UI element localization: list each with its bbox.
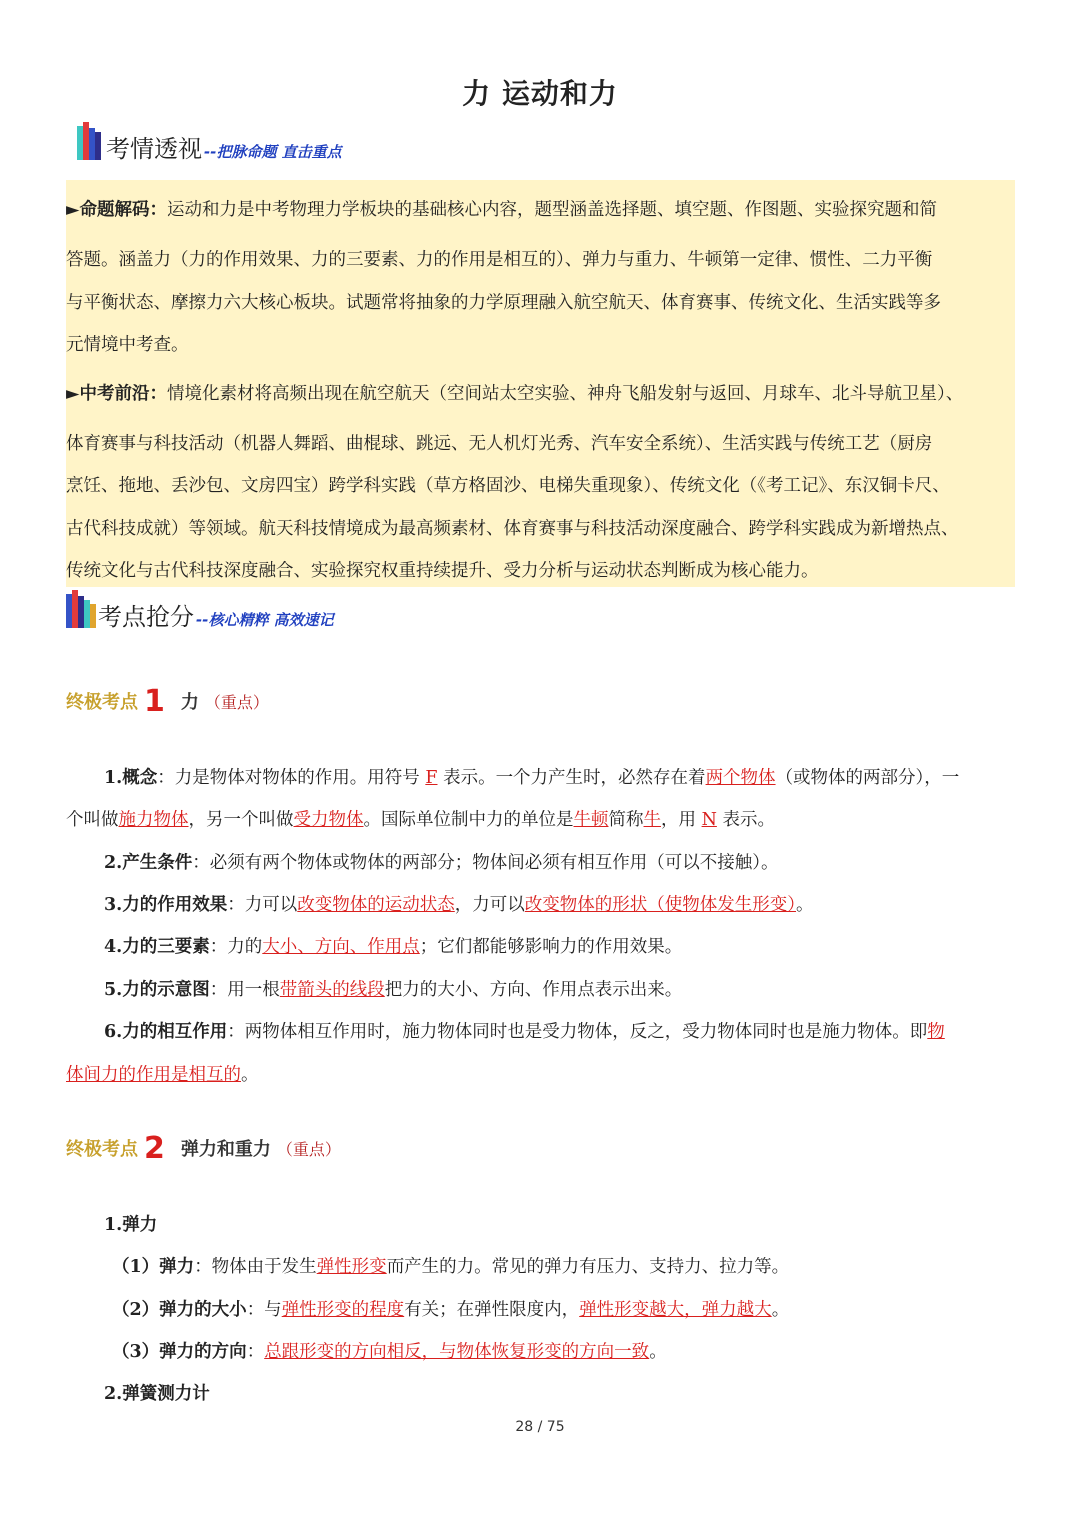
books-icon: [66, 590, 102, 630]
concept-line: 1.概念：力是物体对物体的作用。用符号 F 表示。一个力产生时，必然存在着两个物体（或物体的两部分），一: [104, 768, 960, 788]
section-subheading: --把脉命题 直击重点: [204, 143, 342, 161]
elastic-force-heading: 1.弹力: [104, 1215, 158, 1235]
diagram-line: 5.力的示意图：用一根带箭头的线段把力的大小、方向、作用点表示出来。: [104, 980, 683, 1000]
interaction-line: 体间力的作用是相互的。: [66, 1065, 259, 1085]
key-point-heading-2: 终极考点 2 弹力和重力 （重点）: [66, 1131, 341, 1166]
concept-line: 个叫做施力物体，另一个叫做受力物体。国际单位制中力的单位是牛顿简称牛，用 N 表示。: [66, 810, 775, 830]
panel-paragraph-1-line: 元情境中考查。: [66, 335, 189, 355]
page-number: 28 / 75: [515, 1419, 565, 1435]
books-icon: [66, 122, 102, 162]
elastic-force-line: （3）弹力的方向：总跟形变的方向相反，与物体恢复形变的方向一致。: [112, 1342, 667, 1362]
panel-paragraph-2-line: 体育赛事与科技活动（机器人舞蹈、曲棍球、跳远、无人机灯光秀、汽车安全系统）、生活实践与传统工艺（厨房: [66, 434, 933, 454]
section-header-key-points: [66, 590, 466, 634]
panel-paragraph-1-line: 与平衡状态、摩擦力六大核心板块。试题常将抽象的力学原理融入航空航天、体育赛事、传统文化、生活实践等多: [66, 293, 941, 313]
panel-paragraph-2-line: 传统文化与古代科技深度融合、实验探究权重持续提升、受力分析与运动状态判断成为核心能力。: [66, 561, 819, 581]
interaction-line: 6.力的相互作用：两物体相互作用时，施力物体同时也是受力物体，反之，受力物体同时也是施力物体。即物: [104, 1022, 945, 1042]
key-point-heading-1: 终极考点 1 力 （重点）: [66, 684, 269, 719]
panel-paragraph-2-line: 古代科技成就）等领域。航天科技情境成为最高频素材、体育赛事与科技活动深度融合、跨学科实践成为新增热点、: [66, 519, 959, 539]
page-title: 力 运动和力: [462, 77, 618, 110]
section-header-exam-overview: [66, 122, 466, 166]
elastic-force-line: （2）弹力的大小：与弹性形变的程度有关；在弹性限度内，弹性形变越大，弹力越大。: [112, 1300, 790, 1320]
effect-line: 3.力的作用效果：力可以改变物体的运动状态，力可以改变物体的形状（使物体发生形变）。: [104, 895, 814, 915]
three-elements-line: 4.力的三要素：力的大小、方向、作用点；它们都能够影响力的作用效果。: [104, 937, 683, 957]
panel-paragraph-2-line: ►中考前沿：情境化素材将高频出现在航空航天（空间站太空实验、神舟飞船发射与返回、月球车、北斗导航卫星）、: [66, 384, 964, 404]
section-subheading: --核心精粹 高效速记: [196, 611, 334, 629]
panel-paragraph-2-line: 烹饪、拖地、丢沙包、文房四宝）跨学科实践（草方格固沙、电梯失重现象）、传统文化（《考工记》、东汉铜卡尺、: [66, 476, 950, 496]
spring-scale-heading: 2.弹簧测力计: [104, 1384, 210, 1404]
condition-line: 2.产生条件：必须有两个物体或物体的两部分；物体间必须有相互作用（可以不接触）。: [104, 853, 779, 873]
elastic-force-line: （1）弹力：物体由于发生弹性形变而产生的力。常见的弹力有压力、支持力、拉力等。: [112, 1257, 790, 1277]
section-heading: 考情透视 --把脉命题 直击重点: [106, 135, 342, 163]
section-heading: 考点抢分 --核心精粹 高效速记: [98, 603, 334, 631]
panel-paragraph-1-line: 答题。涵盖力（力的作用效果、力的三要素、力的作用是相互的）、弹力与重力、牛顿第一定律、惯性、二力平衡: [66, 250, 933, 270]
panel-paragraph-1-line: ►命题解码：运动和力是中考物理力学板块的基础核心内容，题型涵盖选择题、填空题、作图题、实验探究题和简: [66, 200, 937, 220]
